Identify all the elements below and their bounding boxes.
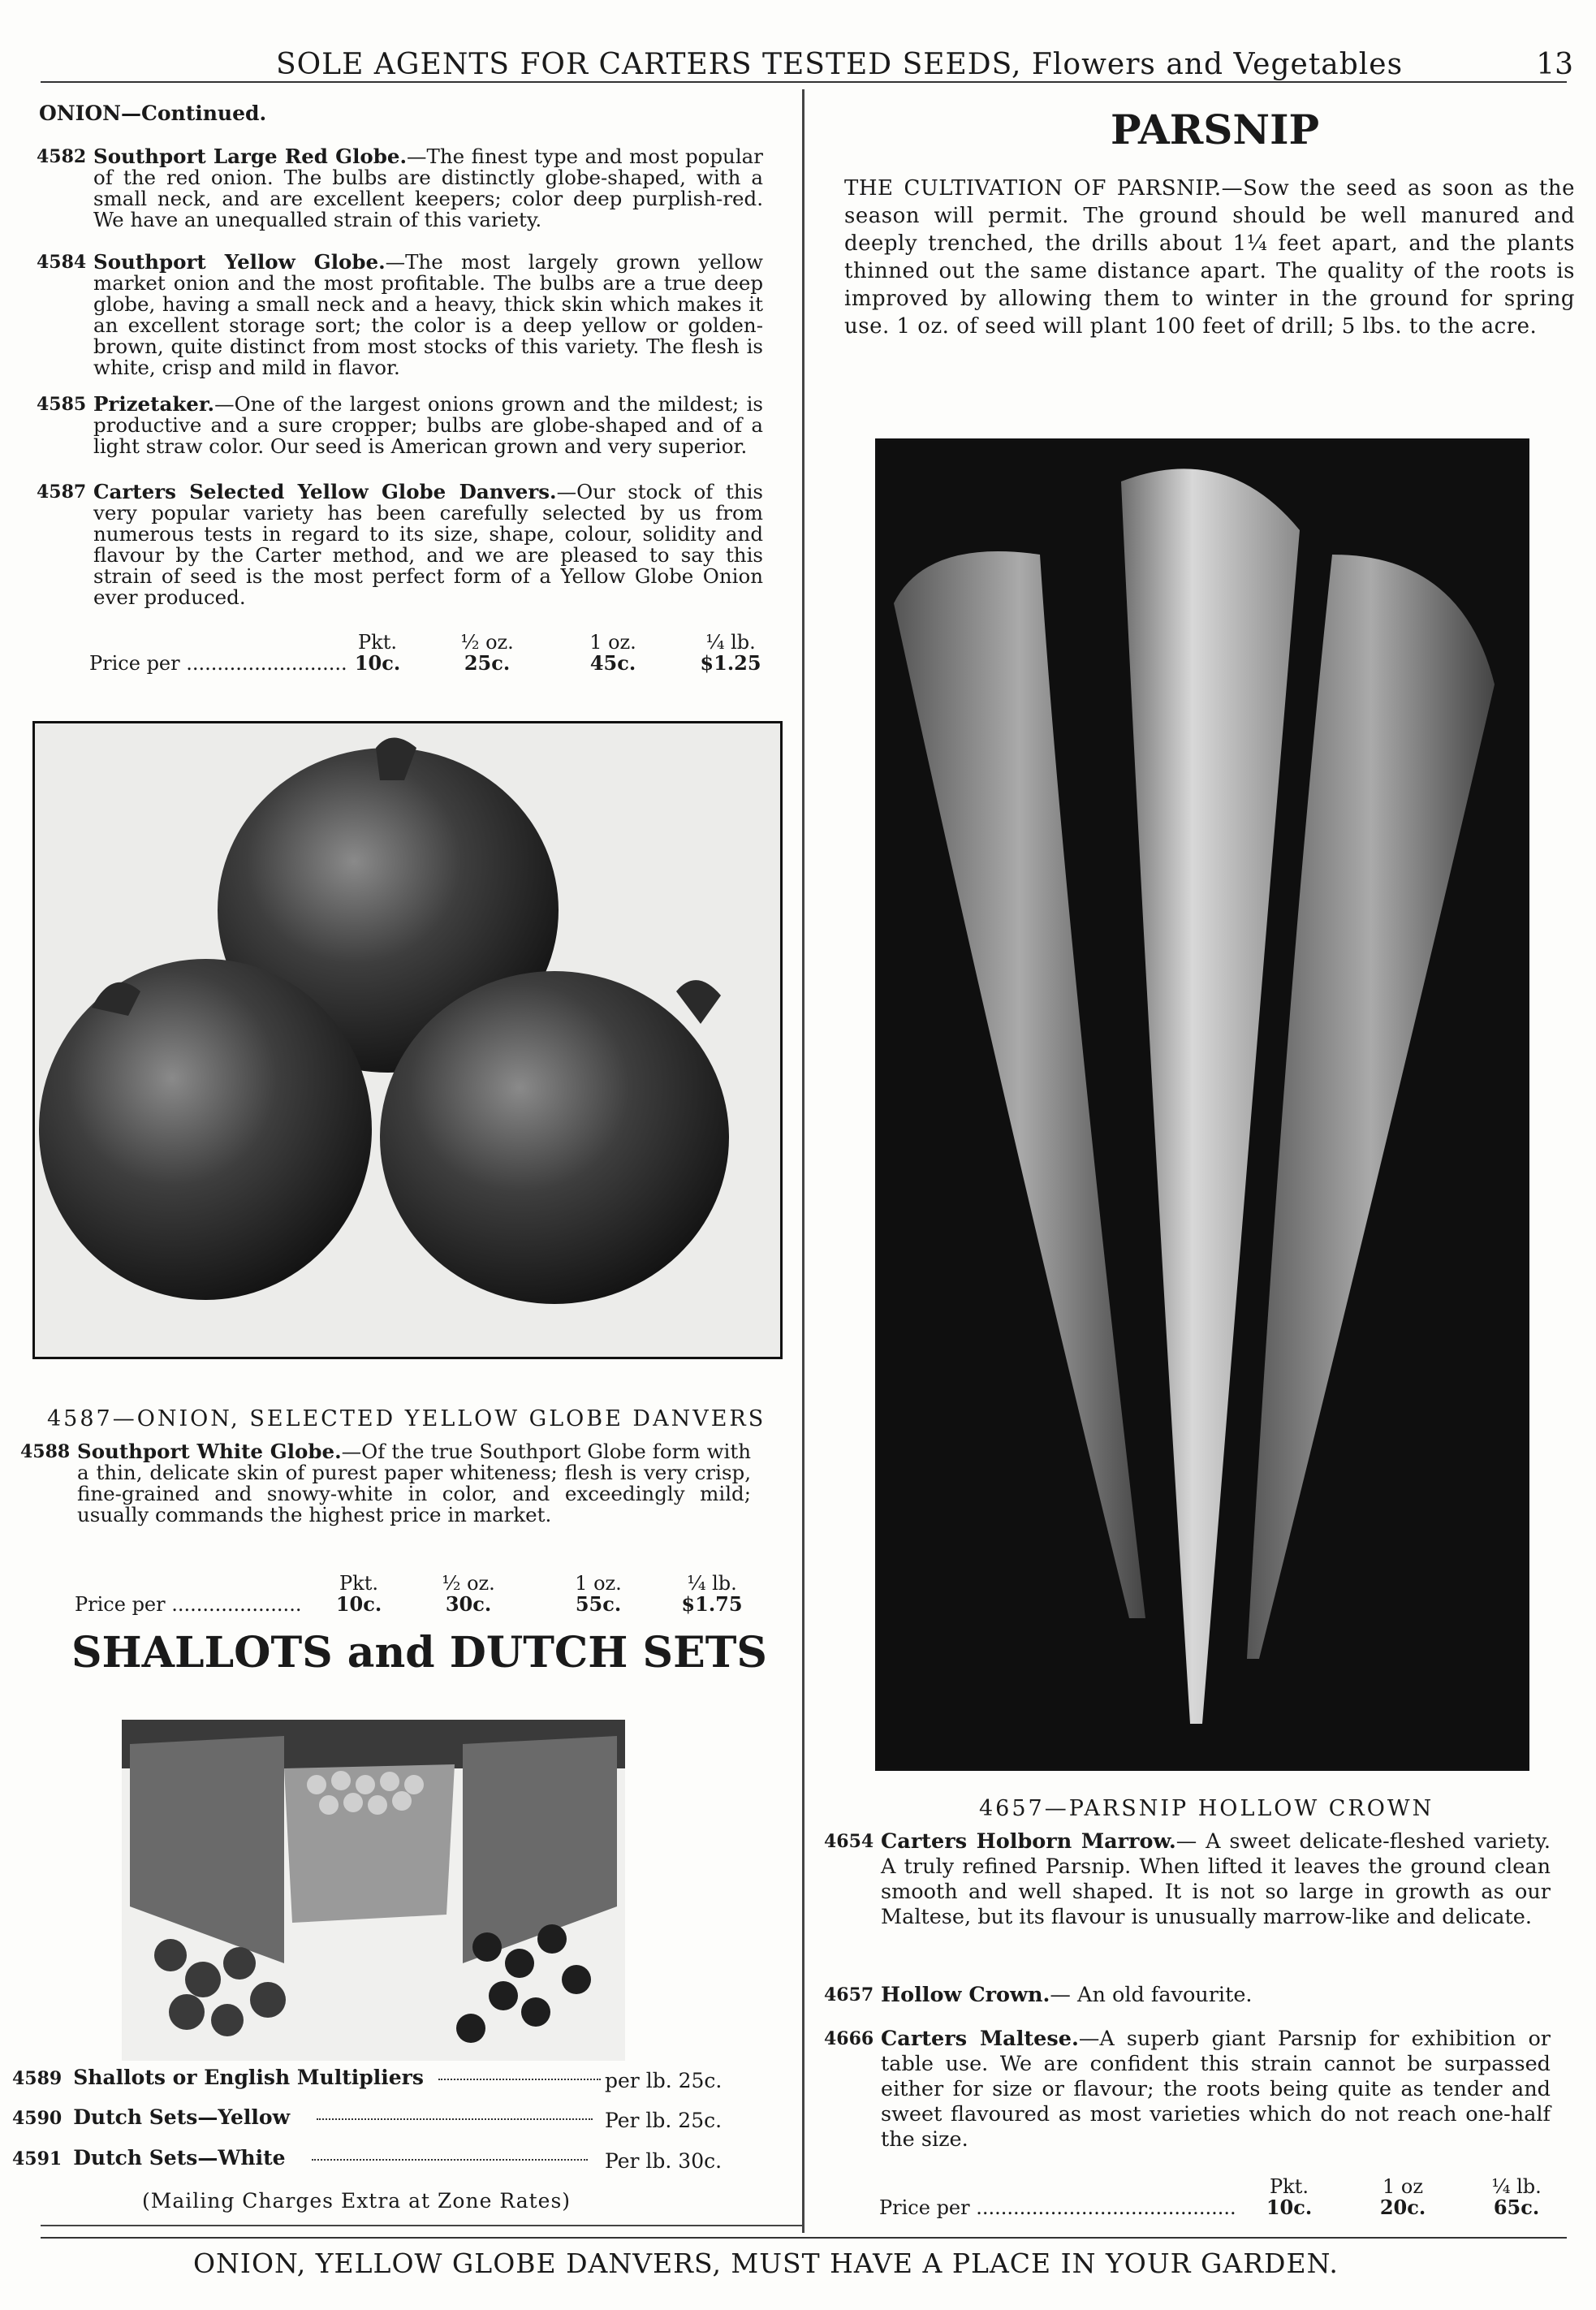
entry-4588	[20, 1441, 751, 1526]
price-col-header: ¼ lb.	[687, 1572, 737, 1595]
price-table-white-onion	[75, 1573, 765, 1621]
price-value: 10c.	[335, 1592, 382, 1616]
entry-4585	[37, 394, 763, 457]
leader-dots	[438, 2079, 601, 2080]
price-table-parsnip	[879, 2176, 1569, 2225]
price-label: Price per ..........................................	[879, 2196, 1236, 2219]
item-name: Dutch Sets—White	[73, 2146, 286, 2170]
entry-desc: — An old favourite.	[1050, 1983, 1253, 2007]
entry-number: 4657	[824, 1984, 874, 2006]
entry-number: 4587	[37, 481, 87, 503]
price-value: 45c.	[589, 651, 636, 675]
price-col-header: Pkt.	[339, 1572, 378, 1595]
price-value: 10c.	[1266, 2196, 1313, 2219]
price-col-header: 1 oz.	[589, 631, 636, 654]
price-col-header: ¼ lb.	[1491, 2175, 1542, 2198]
entry-name: Southport Large Red Globe.	[93, 145, 407, 168]
header-title: SOLE AGENTS FOR CARTERS TESTED SEEDS, Flowers and Vegetables	[276, 48, 1404, 81]
onion-photo-caption: 4587—ONION, SELECTED YELLOW GLOBE DANVERS	[47, 1406, 766, 1431]
item-name: Shallots or English Multipliers	[73, 2066, 424, 2089]
section-continued-label: ONION—Continued.	[39, 101, 267, 125]
leader-dots	[317, 2118, 593, 2120]
entry-name: Hollow Crown.	[881, 1983, 1050, 2007]
item-number: 4589	[12, 2068, 63, 2089]
entry-4657	[824, 1983, 1551, 2008]
entry-4587	[37, 481, 763, 608]
entry-name: Prizetaker.	[93, 392, 215, 416]
price-table-onion	[89, 632, 771, 680]
item-number: 4591	[12, 2148, 63, 2170]
price-value: 25c.	[464, 651, 511, 675]
entry-number: 4588	[20, 1441, 71, 1462]
entry-desc: —The most largely grown yellow market onion and the most profitable. The bulbs are a true deep globe, having a small neck and a heavy, thick skin which makes it an excellent storage sort; the color is a deep yellow or golden-brown, quite distinct from most stocks of this variety. The flesh is white, crisp and mild in flavor.	[93, 250, 763, 379]
entry-desc: —One of the largest onions grown and the mildest; is productive and a sure cropper; bulbs are globe-shaped and of a light straw color. Our seed is American grown and very superior.	[93, 392, 763, 458]
price-value: $1.25	[700, 651, 761, 675]
list-item-4590	[12, 2105, 593, 2129]
entry-desc: —A superb giant Parsnip for exhibition or table use. We are confident this strain cannot be surpassed either for size or flavour; the roots being quite as tender and sweet flavoured as most varieties which do not reach one-half the size.	[881, 2027, 1551, 2152]
price-value: 65c.	[1493, 2196, 1540, 2219]
price-col-header: ½ oz.	[460, 631, 514, 654]
entry-desc: — A sweet delicate-fleshed variety. A truly refined Parsnip. When lifted it leaves the ground clean smooth and well shaped. It is not so large in growth as our Maltese, but its flavour is unusually marrow-like and delicate.	[881, 1829, 1551, 1929]
price-col-header: 1 oz	[1382, 2175, 1423, 2198]
mailing-note: (Mailing Charges Extra at Zone Rates)	[142, 2189, 572, 2213]
entry-name: Carters Holborn Marrow.	[881, 1829, 1176, 1854]
entry-number: 4585	[37, 394, 87, 415]
parsnip-heading: PARSNIP	[1111, 106, 1320, 153]
entry-name: Southport White Globe.	[77, 1440, 342, 1463]
onion-photo	[32, 721, 783, 1359]
leader-dots	[312, 2159, 588, 2161]
list-item-4590-price: Per lb. 25c.	[605, 2109, 723, 2132]
footer-slogan: ONION, YELLOW GLOBE DANVERS, MUST HAVE A PLACE IN YOUR GARDEN.	[193, 2247, 1339, 2279]
entry-number: 4654	[824, 1831, 874, 1852]
entry-number: 4584	[37, 252, 87, 273]
entry-4584	[37, 252, 763, 378]
entry-4666	[824, 2027, 1551, 2152]
entry-name: Carters Selected Yellow Globe Danvers.	[93, 480, 557, 503]
header-rule	[41, 81, 1567, 83]
entry-name: Carters Maltese.	[881, 2027, 1079, 2051]
price-value: $1.75	[681, 1592, 743, 1616]
price-value: 30c.	[445, 1592, 492, 1616]
shallots-photo	[122, 1720, 625, 2061]
list-item-4591	[12, 2146, 588, 2170]
item-number: 4590	[12, 2108, 63, 2129]
entry-desc: —The finest type and most popular of the red onion. The bulbs are distinctly globe-shaped, with a small neck, and are excellent keepers; color deep purplish-red. We have an unequalled strain of this variety.	[93, 145, 763, 231]
price-label: Price per .....................	[75, 1593, 302, 1616]
price-col-header: Pkt.	[1270, 2175, 1309, 2198]
price-value: 55c.	[575, 1592, 622, 1616]
page-header	[0, 45, 1596, 93]
entry-4582	[37, 146, 763, 231]
entry-4654	[824, 1829, 1551, 1930]
parsnip-photo	[875, 438, 1529, 1771]
price-label: Price per ..........................	[89, 652, 347, 675]
footer-rule	[41, 2237, 1567, 2239]
price-col-header: Pkt.	[358, 631, 397, 654]
left-bottom-rule	[41, 2225, 804, 2226]
price-col-header: ½ oz.	[442, 1572, 495, 1595]
list-item-4589-price: per lb. 25c.	[605, 2069, 723, 2092]
entry-desc: —Our stock of this very popular variety has been carefully selected by us from numerous tests in regard to its size, shape, colour, solidity and flavour by the Carter method, and we are pleased to say this strain of seed is the most perfect form of a Yellow Globe Onion ever produced.	[93, 480, 763, 609]
price-col-header: 1 oz.	[575, 1572, 622, 1595]
list-item-4591-price: Per lb. 30c.	[605, 2149, 723, 2173]
list-item-4589	[12, 2066, 601, 2089]
parsnip-cultivation: THE CULTIVATION OF PARSNIP.—Sow the seed as soon as the season will permit. The ground should be well manured and deeply trenched, the drills about 1¼ feet apart, and the plants thinned out the same distance apart. The quality of the roots is improved by allowing them to winter in the ground for spring use. 1 oz. of seed will plant 100 feet of drill; 5 lbs. to the acre.	[844, 176, 1575, 339]
page-number: 13	[1536, 48, 1573, 81]
entry-number: 4666	[824, 2028, 874, 2049]
price-col-header: ¼ lb.	[705, 631, 756, 654]
price-value: 20c.	[1379, 2196, 1426, 2219]
entry-name: Southport Yellow Globe.	[93, 250, 386, 274]
entry-desc: —Of the true Southport Globe form with a thin, delicate skin of purest paper whiteness; flesh is very crisp, fine-grained and snowy-white in color, and exceedingly mild; usually commands the highest price in market.	[77, 1440, 751, 1526]
parsnip-photo-caption: 4657—PARSNIP HOLLOW CROWN	[979, 1796, 1434, 1821]
shallots-heading: SHALLOTS and DUTCH SETS	[71, 1628, 767, 1677]
column-divider	[802, 89, 804, 2233]
price-value: 10c.	[354, 651, 401, 675]
item-name: Dutch Sets—Yellow	[73, 2105, 291, 2129]
entry-number: 4582	[37, 146, 87, 167]
